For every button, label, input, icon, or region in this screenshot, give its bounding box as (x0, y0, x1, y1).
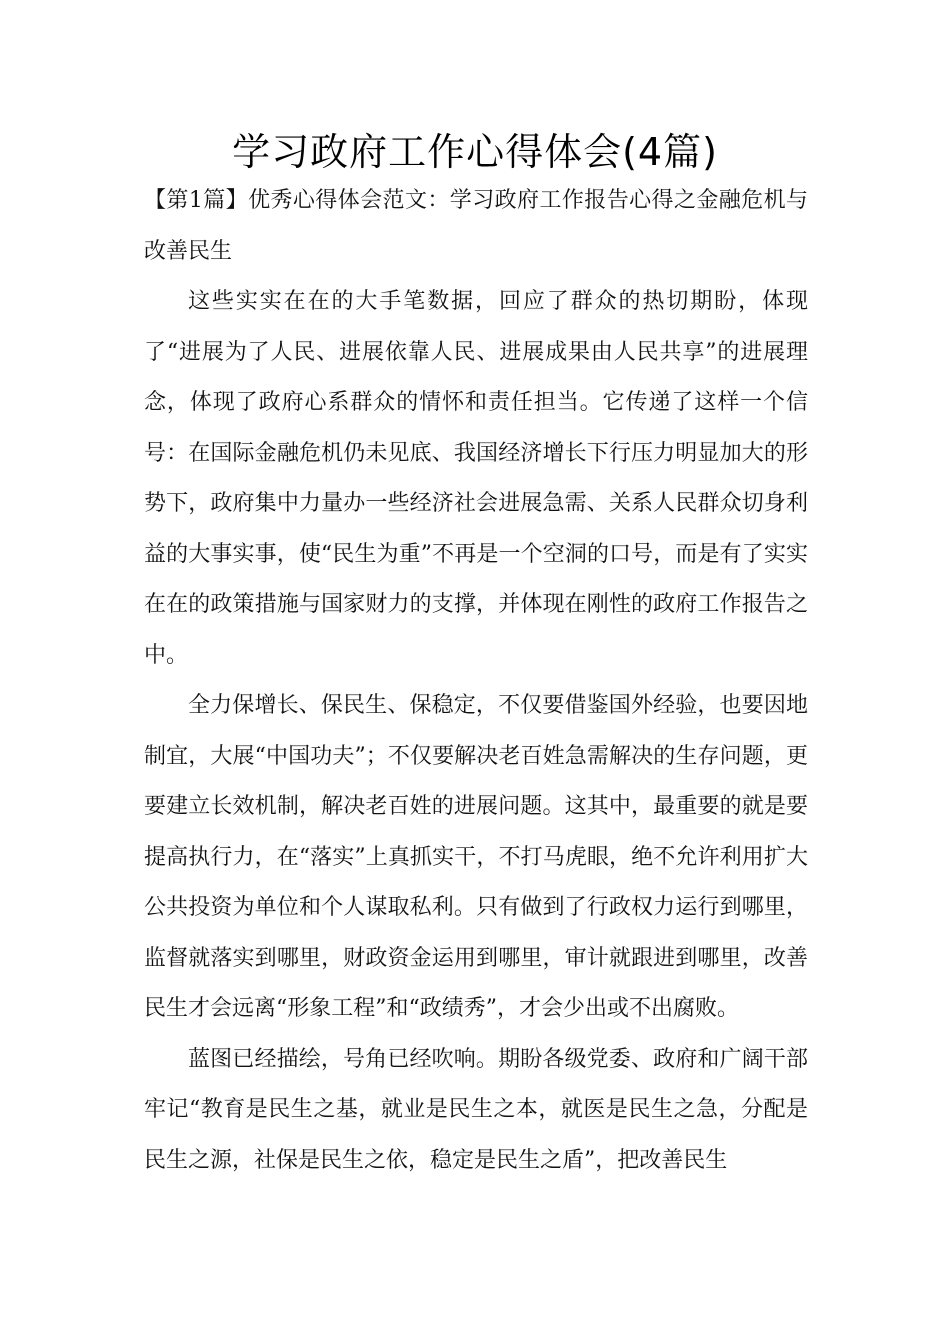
paragraph: 蓝图已经描绘，号角已经吹响。期盼各级党委、政府和广阔干部牢记“教育是民生之基，就业是民生之本，就医是民生之急，分配是民生之源，社保是民生之依，稳定是民生之盾”，把改善民生 (144, 1046, 808, 1173)
document-body (144, 176, 808, 1186)
document-title: 学习政府工作心得体会(4篇) (232, 130, 718, 174)
section-heading: 【第1篇】优秀心得体会范文：学习政府工作报告心得之金融危机与改善民生 (144, 188, 808, 264)
paragraph: 这些实实在在的大手笔数据，回应了群众的热切期盼，体现了“进展为了人民、进展依靠人民、进展成果由人民共享”的进展理念，体现了政府心系群众的情怀和责任担当。它传递了这样一个信号：在国际金融危机仍未见底、我国经济增长下行压力明显加大的形势下，政府集中力量办一些经济社会进展急需、关系人民群众切身利益的大事实事，使“民生为重”不再是一个空洞的口号，而是有了实实在在的政策措施与国家财力的支撑，并体现在刚性的政府工作报告之中。 (144, 289, 808, 668)
paragraph: 全力保增长、保民生、保稳定，不仅要借鉴国外经验，也要因地制宜，大展“中国功夫”；不仅要解决老百姓急需解决的生存问题，更要建立长效机制，解决老百姓的进展问题。这其中，最重要的就是要提高执行力，在“落实”上真抓实干，不打马虎眼，绝不允许利用扩大公共投资为单位和个人谋取私利。只有做到了行政权力运行到哪里，监督就落实到哪里，财政资金运用到哪里，审计就跟进到哪里，改善民生才会远离“形象工程”和“政绩秀”，才会少出或不出腐败。 (144, 693, 808, 1021)
